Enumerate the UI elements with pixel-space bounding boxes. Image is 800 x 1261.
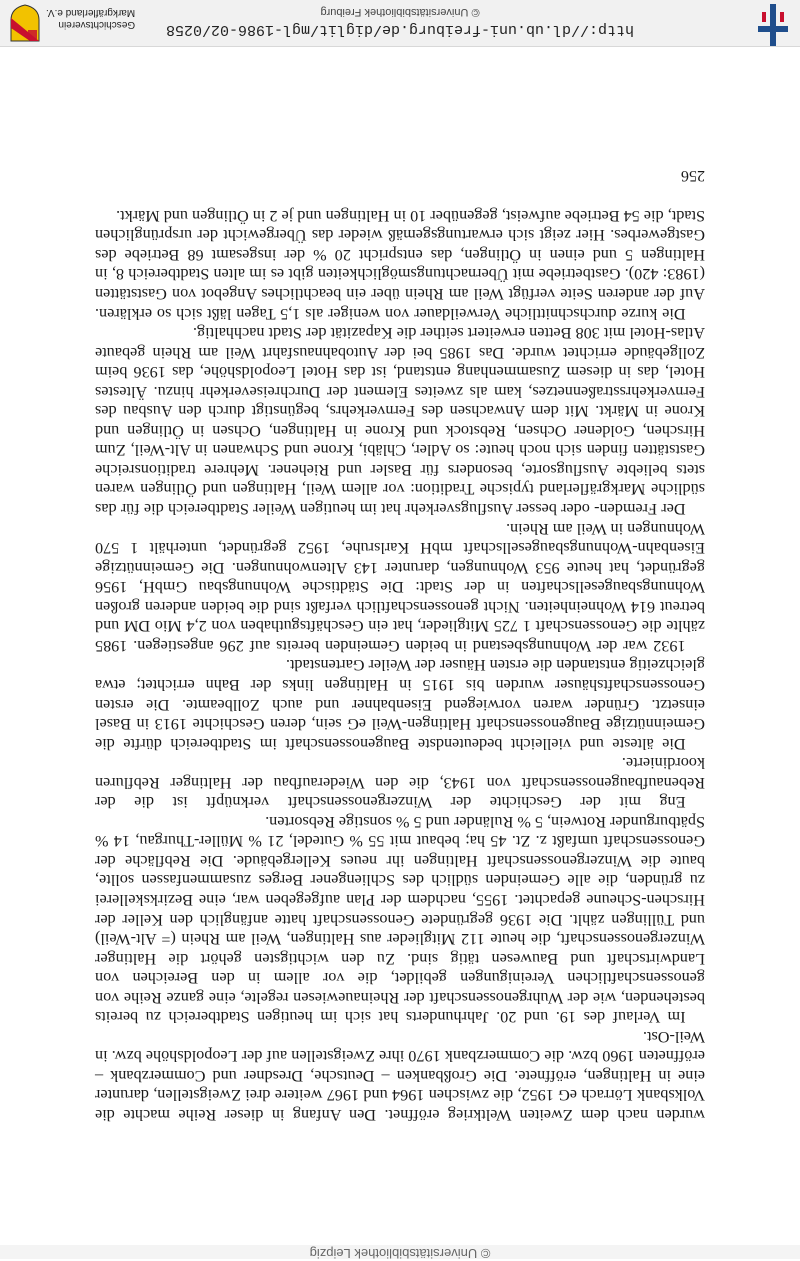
header-copyright: © Universitätsbibliothek Leipzig [309, 1246, 491, 1261]
paragraph: Die kurze durchschnittliche Verweildauer von weniger als 1,5 Tagen läßt sich so erklären. Auf der anderen Seite verfügt Weil am Rhein über ein beachtliches Angebot von Gaststätten (1983: 420). Gastbetriebe mit Übernachtungsmöglichkeiten gibt es im alten Stadtbereich 8, in Haltingen 5 und einen in Ötlingen, das entspricht 20 % der insgesamt 68 Betriebe des Gastgewerbes. Hier zeigt sich erwartungsgemäß wieder das Übergewicht der ursprünglichen Stadt, die 54 Betriebe aufweist, gegenüber 10 in Haltingen und je 2 in Ötlingen und Märkt. [95, 206, 705, 323]
header-bar [0, 1245, 800, 1259]
footer-bar [0, 0, 800, 47]
paragraph: Der Fremden- oder besser Ausflugsverkehr hat im heutigen Weiler Stadtbereich die für das südliche Markgräflerland typische Tradition: vor allem Weil, Haltingen und Ötlingen waren stets beliebte Ausflugsorte, besonders für Basler und Riehener. Mehrere traditionsreiche Gaststätten finden sich noch heute: so Adler, Chläbi, Krone und Schwanen in Alt-Weil, Zum Hirschen, Goldener Ochsen, Rebstock und Krone in Haltingen, Ochsen in Ötlingen und Krone in Märkt. Mit dem Anwachsen des Fernverkehrs, begünstigt durch den Ausbau des Fernverkehrsstraßennetzes, kam als zweites Element der Durchreiseverkehr hinzu. Ältestes Hotel, das in diesem Zusammenhang entstand, ist das Hotel Leopoldshöhe, das 1936 beim Zollgebäude errichtet wurde. Das 1985 bei der Autobahnausfahrt Weil am Rhein gebaute Atlas-Hotel mit 308 Betten erweitert seither die Kapazität der Stadt nachhaltig. [95, 324, 705, 519]
footer-url-link[interactable]: http://dl.ub.uni-freiburg.de/diglit/mgl-1986-02/0258 [165, 21, 635, 38]
paragraph: Die älteste und vielleicht bedeutendste Baugenossenschaft im Stadtbereich dürfte die Gemeinnützige Baugenossenschaft Haltingen-Weil eG sein, deren Geschichte 1913 in Basel einsetzt. Gründer waren vorwiegend Eisenbahner und auch Zollbeamte. Die ersten Genossenschaftshäuser wurden bis 1915 in Haltingen links der Bahn errichtet; etwa gleichzeitig entstanden die ersten Häuser der Weiler Gartenstadt. [95, 656, 705, 753]
page-body-text [95, 205, 705, 1124]
society-name-line2: Markgräflerland e.V. [46, 7, 136, 18]
coat-of-arms-icon [10, 4, 40, 42]
society-name [46, 6, 135, 30]
university-library-logo-icon [752, 4, 794, 46]
paragraph: wurden nach dem Zweiten Weltkrieg eröffnet. Den Anfang in dieser Reihe machte die Volksbank Lörrach eG 1952, die zwischen 1964 und 1967 weitere drei Zweigstellen, darunter eine in Haltingen, eröffnete. Die Großbanken – Deutsche, Dresdner und Commerzbank – eröffneten 1960 bzw. die Commerzbank 1970 ihre Zweigstellen auf der Leopoldshöhe bzw. in Weil-Ost. [95, 1027, 705, 1124]
society-name-line1: Geschichtsverein [58, 19, 136, 30]
paragraph: Im Verlauf des 19. und 20. Jahrhunderts hat sich im heutigen Stadtbereich zu bereits bestehenden, wie der Wuhrgenossenschaft der Rheinauewiesen regelte, eine ganze Reihe von genossenschaftlichen Vereinigungen gebildet, die vor allem in den Bereichen von Landwirtschaft und Bauwesen tätig sind. Zu den wichtigsten gehört die Haltinger Winzergenossenschaft, die heute 112 Mitglieder aus Haltingen, Weil am Rhein (= Alt-Weil) und Tüllingen zählt. Die 1936 gegründete Genossenschaft hatte anfänglich den Keller der Hirschen-Scheune gepachtet. 1955, nachdem der Plan aufgegeben war, eine Bezirkskellerei zu gründen, die alle Gemeinden südlich des Schliengener Berges zusammenfassen sollte, baute die Winzergenossenschaft Haltingen ihr neues Kellergebäude. Die Rebfläche der Genossenschaft umfaßt z. Zt. 45 ha; bebaut mit 55 % Gutedel, 21 % Müller-Thurgau, 14 % Spätburgunder Rotwein, 5 % Ruländer und 5 % sonstige Rebsorten. [95, 812, 705, 1027]
paragraph: 1932 war der Wohnungsbestand in beiden Gemeinden bereits auf 296 angestiegen. 1985 zählte die Genossenschaft 1 725 Mitglieder, hat ein Geschäftsguthaben von 2,4 Mio DM und betreut 614 Wohneinheiten. Nicht genossenschaftlich verfaßt sind die beiden anderen großen Wohnungsbaugesellschaften in der Stadt: Die Städtische Wohnungsbau GmbH, 1956 gegründet, hat heute 953 Wohnungen, darunter 143 Altenwohnungen. Die Gemeinnützige Eisenbahn-Wohnungsbaugesellschaft mbH Karlsruhe, 1952 gegründet, unterhält 1 570 Wohnungen in Weil am Rhein. [95, 519, 705, 655]
page-number: 256 [681, 167, 705, 184]
paragraph: Eng mit der Geschichte der Winzergenossenschaft verknüpft ist die der Rebenaufbaugenossenschaft von 1943, die den Wiederaufbau der Haltinger Rebfluren koordinierte. [95, 754, 705, 812]
footer-copyright: © Universitätsbibliothek Freiburg [320, 6, 480, 18]
